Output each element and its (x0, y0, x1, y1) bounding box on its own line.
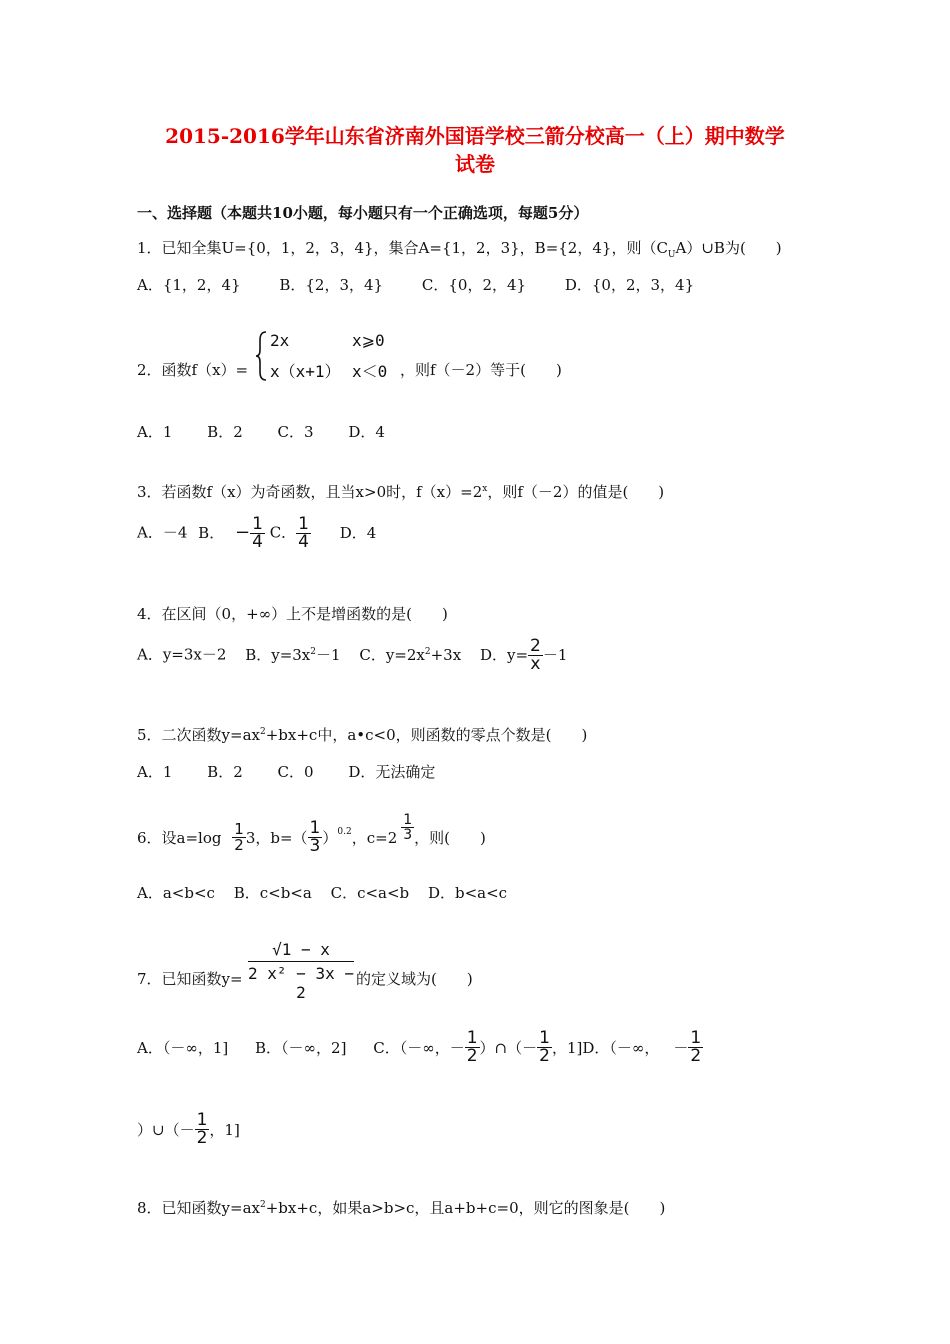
q3-option-c-fraction (296, 516, 311, 551)
q7-option-d-continued (137, 1112, 240, 1147)
q5-superscript: 2 (260, 727, 266, 737)
q6-log-base-numerator: 1 (234, 820, 244, 838)
q4-option-c-tail: +3x (430, 645, 462, 664)
q3-option-b-numerator: 1 (252, 514, 263, 534)
q4-option-d-tail: －1 (542, 645, 568, 664)
q1-option-d: D．{0，2，3，4} (564, 276, 695, 294)
q4-option-d (479, 636, 568, 674)
q2-case2-expr: x（x+1） (270, 362, 341, 381)
q7-option-d: D．（－∞， (582, 1039, 660, 1057)
q2-stem: 2．函数f（x）= (137, 361, 249, 379)
section-heading: 一、选择题（本题共10小题，每小题只有一个正确选项，每题5分） (137, 204, 589, 222)
q6-c-exponent-denominator: 3 (403, 827, 413, 843)
q3-option-c-denominator: 4 (298, 532, 309, 552)
q2-stem-end: ，则f（－2）等于( ) (400, 361, 562, 379)
q7-option-d-cont-fraction (195, 1112, 210, 1147)
q7-option-c-fraction-2 (537, 1030, 552, 1065)
q7-option-d-fraction (688, 1030, 703, 1065)
q6-b-denominator: 3 (309, 836, 321, 856)
q7-option-c: C．（－∞， (373, 1039, 450, 1057)
q6-log-base-denominator: 2 (234, 836, 244, 854)
q5-option-d: D．无法确定 (348, 763, 436, 781)
q7-option-c-num2: 1 (539, 1028, 550, 1048)
q7-option-d-num: 1 (690, 1028, 702, 1048)
q3-option-b-fraction (250, 516, 265, 551)
q7-option-c-num1: 1 (466, 1028, 478, 1048)
q3-option-a: A．－4 (137, 523, 188, 542)
q6-stem-c: ） (322, 829, 338, 847)
q6-stem-e: ，则( ) (414, 829, 486, 847)
q3-stem: 3．若函数f（x）为奇函数，且当x>0时，f（x）=2 (137, 483, 483, 501)
q7-option-c-fraction-1 (465, 1030, 480, 1065)
q5-option-b: B．2 (207, 763, 243, 781)
q2-case1-cond: x⩾0 (352, 331, 385, 350)
q1-stem-end: A）∪B为( ) (675, 239, 782, 257)
q7-option-c-mid: ）∩（－ (479, 1039, 538, 1057)
q2-option-c: C．3 (277, 423, 314, 441)
q7-numerator: √1 − x (272, 940, 330, 959)
q7-option-d-cont-den: 2 (196, 1128, 208, 1148)
q4-option-c-sup: 2 (424, 646, 431, 657)
q4-option-a: A．y=3x－2 (137, 645, 227, 664)
q4-stem: 4．在区间（0，+∞）上不是增函数的是( ) (137, 605, 448, 623)
q3-option-b: B． (198, 523, 225, 542)
q1-option-b: B．{2，3，4} (279, 276, 384, 294)
q4-option-d-fraction (528, 638, 543, 673)
q4-options (137, 638, 567, 673)
q2-option-b: B．2 (207, 423, 243, 441)
question-8 (137, 1197, 665, 1218)
q7-stem: 7．已知函数y= (137, 970, 243, 988)
q8-stem-end: +bx+c，如果a>b>c，且a+b+c=0，则它的图象是( ) (265, 1199, 666, 1217)
q3-superscript: x (482, 484, 488, 494)
q6-b-fraction (308, 820, 323, 855)
q5-stem-end: +bx+c中，a•c<0，则函数的零点个数是( ) (265, 726, 588, 744)
q4-option-b-sup: 2 (310, 646, 317, 657)
q4-option-c-text: C．y=2x (359, 645, 425, 664)
q6-option-b: B．c<b<a (233, 884, 312, 902)
q6-option-c: C．c<a<b (330, 884, 410, 902)
q7-fraction (248, 940, 354, 1002)
q5-stem: 5．二次函数y=ax (137, 726, 260, 744)
q7-option-d-cont-b: ，1] (209, 1121, 240, 1139)
q2-case1-expr: 2x (270, 331, 290, 350)
q3-stem-end: ，则f（－2）的值是( ) (487, 483, 665, 501)
q7-option-c-den1: 2 (466, 1046, 478, 1066)
piecewise-brace (254, 330, 268, 382)
q6-log-base-fraction (232, 822, 246, 853)
question-6 (137, 812, 486, 856)
q7-option-d-den: 2 (690, 1046, 702, 1066)
q4-option-d-text: D．y= (479, 645, 529, 664)
q3-option-c-numerator: 1 (298, 514, 309, 534)
q3-option-b-minus: − (234, 521, 251, 543)
question-1 (137, 237, 782, 260)
q1-stem: 1．已知全集U={0，1，2，3，4}，集合A={1，2，3}，B={2，4}，则（C (137, 239, 668, 257)
q7-denominator: 2 x² − 3x − 2 (248, 961, 354, 1002)
q4-option-c (359, 646, 461, 664)
q1-options (137, 274, 728, 295)
q7-option-b: B．（－∞，2] (255, 1039, 347, 1057)
q6-stem-d: ，c=2 (351, 829, 398, 847)
question-5 (137, 724, 587, 745)
q2-option-a: A．1 (137, 423, 173, 441)
q6-b-numerator: 1 (309, 818, 321, 838)
q1-option-a: A．{1，2，4} (137, 276, 241, 294)
page-title: 2015-2016学年山东省济南外国语学校三箭分校高一（上）期中数学 (165, 124, 785, 148)
q4-option-d-numerator: 2 (530, 636, 541, 656)
q1-subscript: U (667, 250, 676, 260)
q5-options (137, 761, 469, 782)
q6-options (137, 882, 541, 903)
q7-options (137, 1030, 703, 1065)
q8-superscript: 2 (260, 1200, 266, 1210)
q4-option-b (245, 646, 340, 664)
q6-stem-b: 3，b=（ (245, 829, 308, 847)
q4-option-d-denominator: x (528, 655, 543, 673)
question-3 (137, 481, 664, 502)
q7-option-d-cont-num: 1 (196, 1110, 208, 1130)
q7-option-d-minus: － (673, 1039, 689, 1057)
q6-c-exponent-fraction (401, 813, 414, 842)
q7-option-d-cont-a: ）∪（－ (137, 1121, 195, 1139)
q8-stem: 8．已知函数y=ax (137, 1199, 260, 1217)
q4-option-b-tail: －1 (316, 645, 341, 664)
q7-option-c-minus: － (449, 1039, 465, 1057)
q5-option-c: C．0 (277, 763, 314, 781)
q5-option-a: A．1 (137, 763, 173, 781)
q7-option-c-end: ，1] (551, 1039, 583, 1057)
q7-stem-end: 的定义域为( ) (356, 970, 473, 988)
q2-case2-cond: x＜0 (352, 362, 388, 381)
q4-option-b-text: B．y=3x (245, 645, 311, 664)
q3-option-d: D．4 (339, 523, 377, 542)
q3-option-c: C． (269, 523, 297, 542)
q7-option-a: A．（－∞，1] (137, 1039, 229, 1057)
q6-option-a: A．a<b<c (137, 884, 215, 902)
q6-b-exponent: 0.2 (337, 826, 352, 837)
q3-option-b-denominator: 4 (252, 532, 263, 552)
q1-option-c: C．{0，2，4} (421, 276, 527, 294)
q6-option-d: D．b<a<c (427, 884, 508, 902)
q6-stem: 6．设a=log (137, 829, 222, 847)
page-title-continued: 试卷 (455, 152, 495, 176)
q6-c-exponent-numerator: 1 (403, 812, 413, 828)
q2-options (137, 421, 419, 442)
q3-options (137, 516, 376, 551)
q2-option-d: D．4 (348, 423, 385, 441)
q7-option-c-den2: 2 (539, 1046, 550, 1066)
